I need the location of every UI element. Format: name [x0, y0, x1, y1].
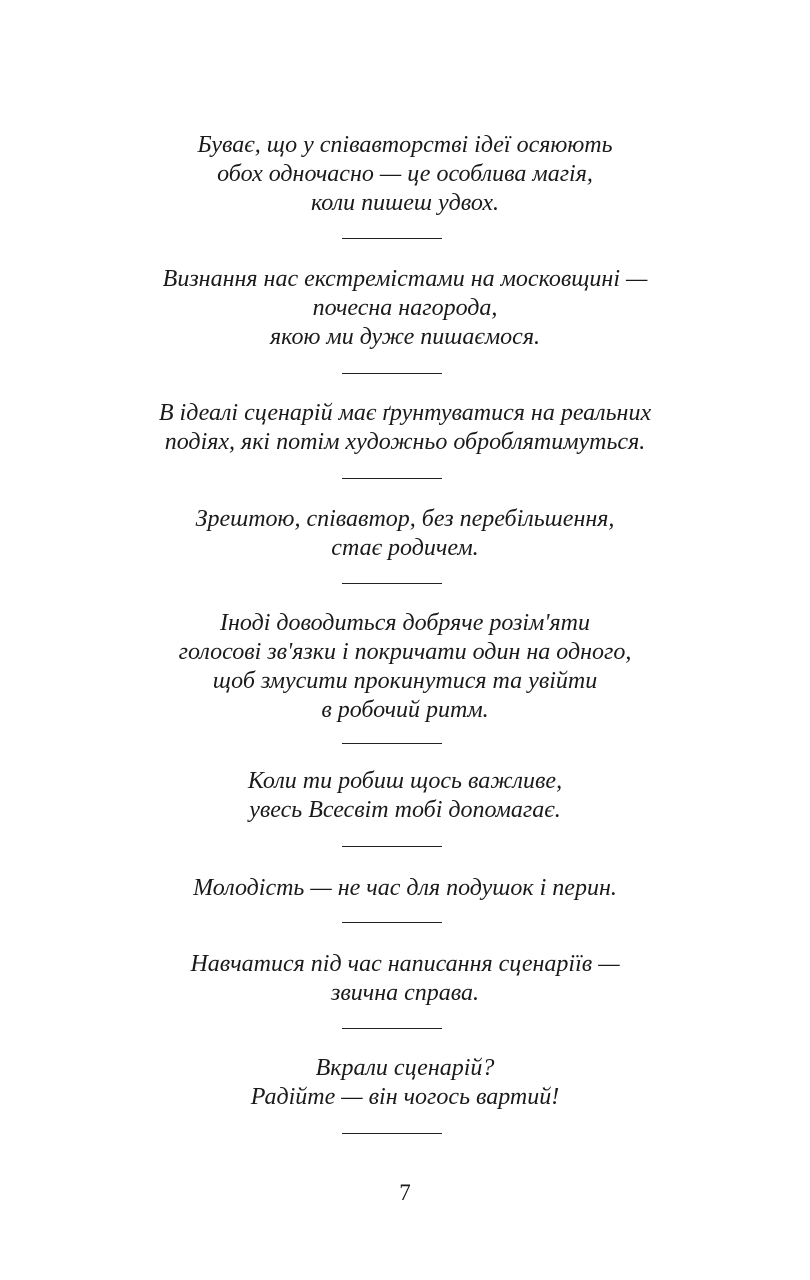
quote-line: Навчатися під час написання сценаріїв — — [190, 951, 620, 977]
quote-2 — [0, 265, 810, 352]
quote-line: Зрештою, співавтор, без перебільшення, — [195, 506, 615, 532]
quote-line: звична справа. — [330, 980, 480, 1006]
quote-6 — [0, 767, 810, 825]
section-divider — [342, 478, 442, 479]
section-divider — [342, 1133, 442, 1134]
section-divider — [342, 373, 442, 374]
quote-7 — [0, 874, 810, 903]
quote-line: Буває, що у співавторстві ідеї осяюють — [197, 132, 613, 158]
quote-line: стає родичем. — [331, 535, 479, 561]
quote-line: увесь Всесвіт тобі допомагає. — [249, 797, 561, 823]
quote-line: коли пишеш удвох. — [310, 190, 500, 216]
quote-9 — [0, 1054, 810, 1112]
quote-line: Визнання нас екстремістами на московщині — — [162, 266, 648, 292]
quote-line: голосові зв'язки і покричати один на одного, — [178, 639, 632, 665]
quote-5 — [0, 609, 810, 725]
section-divider — [342, 743, 442, 744]
quote-line: Коли ти робиш щось важливе, — [247, 768, 563, 794]
quote-line: якою ми дуже пишаємося. — [270, 324, 540, 350]
quote-line: В ідеалі сценарій має ґрунтуватися на реальних — [158, 400, 652, 426]
section-divider — [342, 583, 442, 584]
page-number: 7 — [399, 1180, 411, 1205]
section-divider — [342, 922, 442, 923]
section-divider — [342, 846, 442, 847]
section-divider — [342, 238, 442, 239]
quote-8 — [0, 950, 810, 1008]
quote-line: щоб змусити прокинутися та увійти — [212, 668, 598, 694]
quote-line: Радійте — він чогось вартий! — [250, 1084, 560, 1110]
section-divider — [342, 1028, 442, 1029]
quote-line: Іноді доводиться добряче розім'яти — [219, 610, 590, 636]
quote-line: Молодість — не час для подушок і перин. — [193, 875, 617, 901]
quote-line: в робочий ритм. — [321, 697, 489, 723]
quote-line: почесна нагорода, — [312, 295, 498, 321]
quote-1 — [0, 131, 810, 218]
quote-line: Вкрали сценарій? — [315, 1055, 495, 1081]
quote-line: подіях, які потім художньо оброблятимуться. — [164, 429, 646, 455]
quote-line: обох одночасно — це особлива магія, — [217, 161, 593, 187]
quote-4 — [0, 505, 810, 563]
quote-3 — [0, 399, 810, 457]
